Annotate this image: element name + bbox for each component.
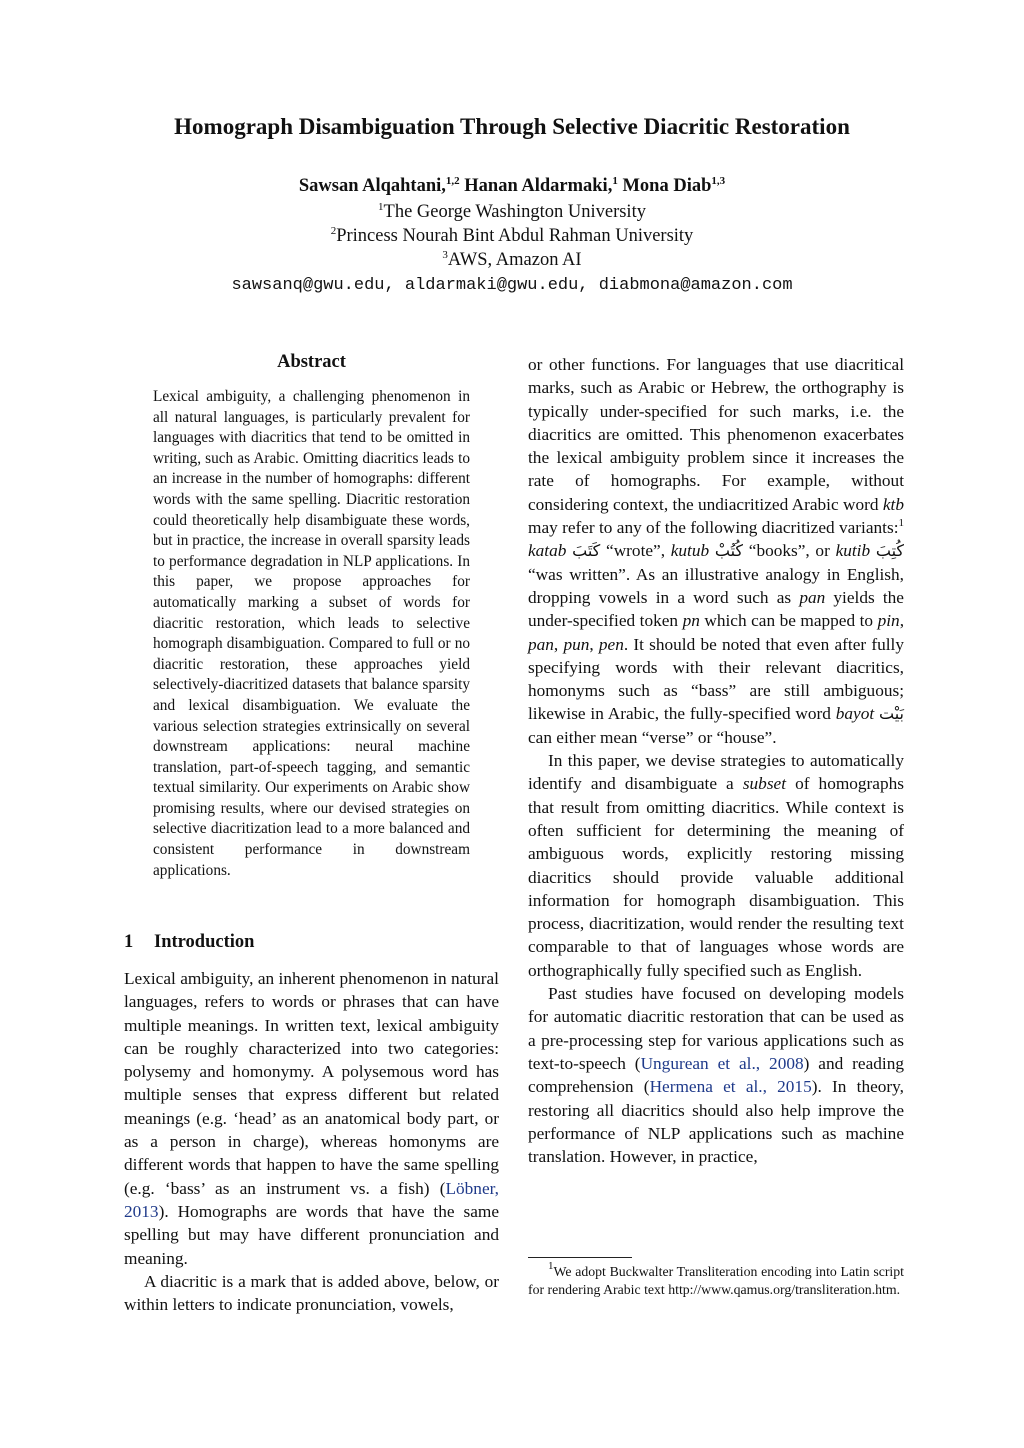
text-run: A diacritic is a mark that is added above, below, or within letters to indicate pronunciation, vowels, xyxy=(124,1271,499,1315)
text-run: of homographs that result from omitting diacritics. While context is often sufficient for determining the meaning of ambiguous words, explicitly restoring missing diacritics should provide valuable additional information for homograph disambiguation. This process, diacritization, would render the resulting text comparable to that of languages whose words are orthographically fully specified such as English. xyxy=(528,774,904,980)
citation-link-lobner[interactable]: Löbner, 2013 xyxy=(124,1178,499,1221)
affiliation-name: Princess Nourah Bint Abdul Rahman University xyxy=(336,226,694,246)
left-column-body xyxy=(124,967,499,1316)
text-run: “was written”. As an illustrative analogy in English, dropping vowels in a word such as xyxy=(528,564,904,607)
affiliation-name: AWS, Amazon AI xyxy=(447,250,582,270)
affiliation-mark: 3 xyxy=(442,249,448,261)
term-kutib: kutib xyxy=(835,541,871,561)
term-kutub: kutub xyxy=(670,541,710,561)
term-pun: pun xyxy=(563,634,590,654)
text-run: may refer to any of the following diacritized variants: xyxy=(528,518,899,538)
term-pan: pan xyxy=(528,634,554,654)
footnote-text: We adopt Buckwalter Transliteration encoding into Latin script for rendering Arabic text http://www.qamus.org/transliteration.htm. xyxy=(528,1264,904,1297)
text-run: ). Homographs are words that have the same spelling but may have different pronunciation and meaning. xyxy=(124,1201,499,1268)
text-run: Past studies have focused on developing models for automatic diacritic restoration that can be used as a pre-processing step for various applications such as text-to-speech ( xyxy=(528,984,904,1073)
text-run: ) and reading comprehension ( xyxy=(528,1053,904,1097)
affiliation xyxy=(0,202,1024,223)
text-run: “books”, or xyxy=(743,541,836,561)
author-line xyxy=(0,176,1024,197)
term-subset: subset xyxy=(742,774,787,794)
term-pin: pin xyxy=(877,611,900,631)
section-heading-introduction xyxy=(124,932,499,953)
footnote xyxy=(528,1260,904,1298)
text-run: or other functions. For languages that use diacritical marks, such as Arabic or Hebrew, the orthography is typically under-specified for such marks, i.e. the diacritics are omitted. This phenomenon exacerbates the lexical ambiguity problem since it increases the rate of homographs. For example, without considering context, the undiacritized Arabic word xyxy=(528,355,904,514)
intro-paragraph-1 xyxy=(124,967,499,1270)
arabic-word-kutub: كُتُبْ xyxy=(714,541,744,561)
paper-title: Homograph Disambiguation Through Selective Diacritic Restoration xyxy=(174,114,850,139)
term-pn: pn xyxy=(682,611,700,631)
author-affil-mark: 1 xyxy=(612,175,618,187)
author-name: Mona Diab xyxy=(622,176,712,196)
text-run: yields the under-specified token xyxy=(528,587,904,631)
term-katab: katab xyxy=(528,541,567,561)
footnote-marker[interactable]: 1 xyxy=(898,517,904,530)
citation-link-hermena[interactable]: Hermena et al., 2015 xyxy=(649,1077,812,1097)
section-title: Introduction xyxy=(154,932,255,952)
citation-link-ungurean[interactable]: Ungurean et al., 2008 xyxy=(640,1053,804,1073)
term-ktb: ktb xyxy=(882,494,904,514)
author-affil-mark: 1,2 xyxy=(445,175,460,187)
section-number: 1 xyxy=(124,932,134,952)
text-run: , xyxy=(553,634,564,654)
text-run: which can be mapped to xyxy=(699,611,878,631)
affiliation-mark: 1 xyxy=(378,201,384,213)
term-pen: pen xyxy=(598,634,624,654)
text-run: “wrote”, xyxy=(600,541,671,561)
text-run: can either mean “verse” or “house”. xyxy=(528,727,777,747)
term-bayot: bayot xyxy=(835,704,875,724)
affiliation xyxy=(0,250,1024,271)
arabic-word-bayot: بَيْت xyxy=(879,704,904,724)
text-run: Lexical ambiguity, an inherent phenomenon in natural languages, refers to words or phrases that can have multiple meanings. In written text, lexical ambiguity can be roughly characterized into two categories: polysemy and homonymy. A polysemous word has multiple senses that express different but related meanings (e.g. ‘head’ as an anatomical body part, or as a person in charge), whereas homonyms are different words that happen to have the same spelling (e.g. ‘bass’ as an instrument vs. a fish) ( xyxy=(124,969,499,1198)
text-run: , xyxy=(899,611,905,631)
right-column-body xyxy=(528,353,904,1168)
author-affil-mark: 1,3 xyxy=(711,175,726,187)
term-pan: pan xyxy=(799,587,826,607)
footnote-number: 1 xyxy=(548,1260,554,1272)
author-emails: sawsanq@gwu.edu, aldarmaki@gwu.edu, diabmona@amazon.com xyxy=(231,276,793,295)
intro-paragraph-4 xyxy=(528,982,904,1168)
author-name: Sawsan Alqahtani, xyxy=(298,176,446,196)
intro-paragraph-2-cont xyxy=(528,353,904,749)
text-run: ). In theory, restoring all diacritics should also help improve the performance of NLP applications such as machine translation. However, in practice, xyxy=(528,1077,904,1167)
author-name: Hanan Aldarmaki, xyxy=(464,176,613,196)
affiliation-name: The George Washington University xyxy=(383,202,646,222)
text-run: . It should be noted that even after fully specifying words with their relevant diacritics, homonyms such as “bass” are still ambiguous; likewise in Arabic, the fully-specified word xyxy=(528,634,905,724)
text-run: In this paper, we devise strategies to automatically identify and disambiguate a xyxy=(528,751,904,794)
intro-paragraph-2-start xyxy=(124,1270,499,1317)
affiliation xyxy=(0,226,1024,247)
affiliation-mark: 2 xyxy=(330,225,337,237)
abstract-heading: Abstract xyxy=(277,352,346,372)
footnote-divider xyxy=(528,1257,632,1258)
text-run: , xyxy=(589,634,599,654)
arabic-word-kutib: كُتِبَ xyxy=(875,541,905,561)
intro-paragraph-3 xyxy=(528,749,904,982)
abstract-text: Lexical ambiguity, a challenging phenomenon in all natural languages, is particularly prevalent for languages with diacritics that tend to be omitted in writing, such as Arabic. Omitting diacritics leads to an increase in the number of homographs: different words with the same spelling. Diacritic restoration could theoretically help disambiguate these words, but in practice, the increase in overall sparsity leads to performance degradation in NLP applications. In this paper, we propose approaches for automatically marking a subset of words for diacritic restoration, which leads to selective homograph disambiguation. Compared to full or no diacritic restoration, these approaches yield selectively-diacritized datasets that balance sparsity and lexical disambiguation. We evaluate the various selection strategies extrinsically on several downstream applications: neural machine translation, part-of-speech tagging, and semantic textual similarity. Our experiments on Arabic show promising results, where our devised strategies on selective diacritization lead to a more balanced and consistent performance in downstream applications. xyxy=(153,388,470,879)
arabic-word-katab: كَتَبَ xyxy=(572,541,601,561)
